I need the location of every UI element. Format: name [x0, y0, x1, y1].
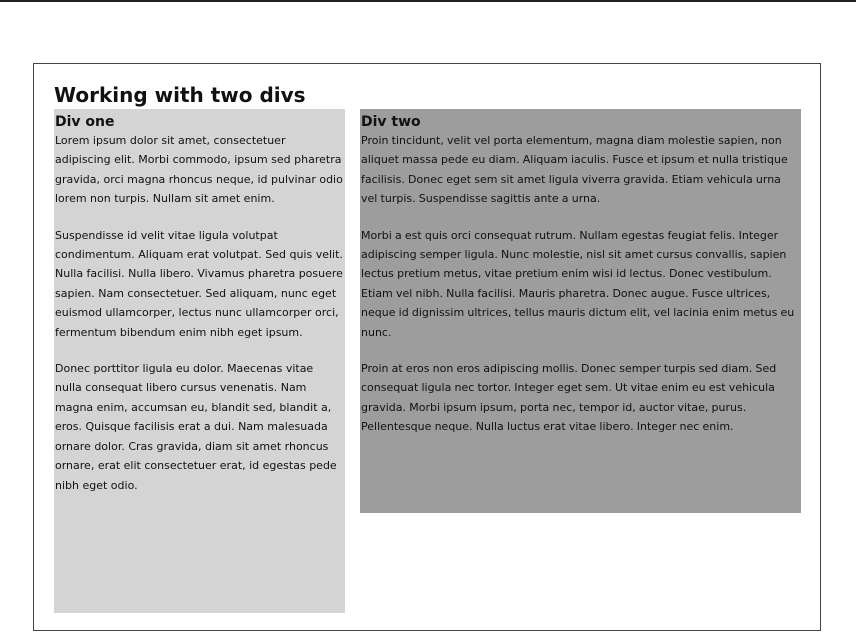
div-two-column: [360, 109, 801, 513]
page-title: Working with two divs: [54, 83, 306, 107]
top-divider: [0, 0, 856, 2]
div-two-paragraph: Proin at eros non eros adipiscing mollis. Donec semper turpis sed diam. Sed consequat ligula nec tortor. Integer eget sem. Ut vitae enim eu est vehicula gravida. Morbi ipsum ipsum, porta nec, tempor id, auctor vitae, purus. Pellentesque neque. Nulla luctus erat vitae libero. Integer nec enim.: [361, 362, 777, 434]
div-one-paragraph: Donec porttitor ligula eu dolor. Maecenas vitae nulla consequat libero cursus venenatis. Nam magna enim, accumsan eu, blandit sed, blandit a, eros. Quisque facilisis erat a dui. Nam malesuada ornare dolor. Cras gravida, diam sit amet rhoncus ornare, erat elit consectetuer erat, id egestas pede nibh eget odio.: [55, 362, 337, 492]
div-one-paragraph: Lorem ipsum dolor sit amet, consectetuer adipiscing elit. Morbi commodo, ipsum sed pharetra gravida, orci magna rhoncus neque, id pulvinar odio lorem non turpis. Nullam sit amet enim.: [55, 134, 343, 206]
div-two-paragraph: Proin tincidunt, velit vel porta elementum, magna diam molestie sapien, non aliquet massa pede eu diam. Aliquam iaculis. Fusce et ipsum et nulla tristique facilisis. Donec eget sem sit amet ligula viverra gravida. Etiam vehicula urna vel turpis. Suspendisse sagittis ante a urna.: [361, 134, 788, 206]
div-one-paragraph: Suspendisse id velit vitae ligula volutpat condimentum. Aliquam erat volutpat. Sed quis velit. Nulla facilisi. Nulla libero. Vivamus pharetra posuere sapien. Nam consectetuer. Sed aliquam, nunc eget euismod ullamcorper, lectus nunc ullamcorper orci, fermentum bibendum enim nibh eget ipsum.: [55, 228, 343, 339]
div-one-heading: Div one: [55, 114, 115, 130]
div-two-paragraph: Morbi a est quis orci consequat rutrum. Nullam egestas feugiat felis. Integer adipiscing semper ligula. Nunc molestie, nisl sit amet cursus convallis, sapien lectus pretium metus, vitae pretium enim wisi id lectus. Donec vestibulum. Etiam vel nibh. Nulla facilisi. Mauris pharetra. Donec augue. Fusce ultrices, neque id dignissim ultrices, tellus mauris dictum elit, vel lacinia enim metus eu nunc.: [361, 228, 795, 339]
div-one-column: [54, 109, 345, 613]
page-frame: [33, 63, 821, 631]
div-two-heading: Div two: [361, 114, 421, 130]
